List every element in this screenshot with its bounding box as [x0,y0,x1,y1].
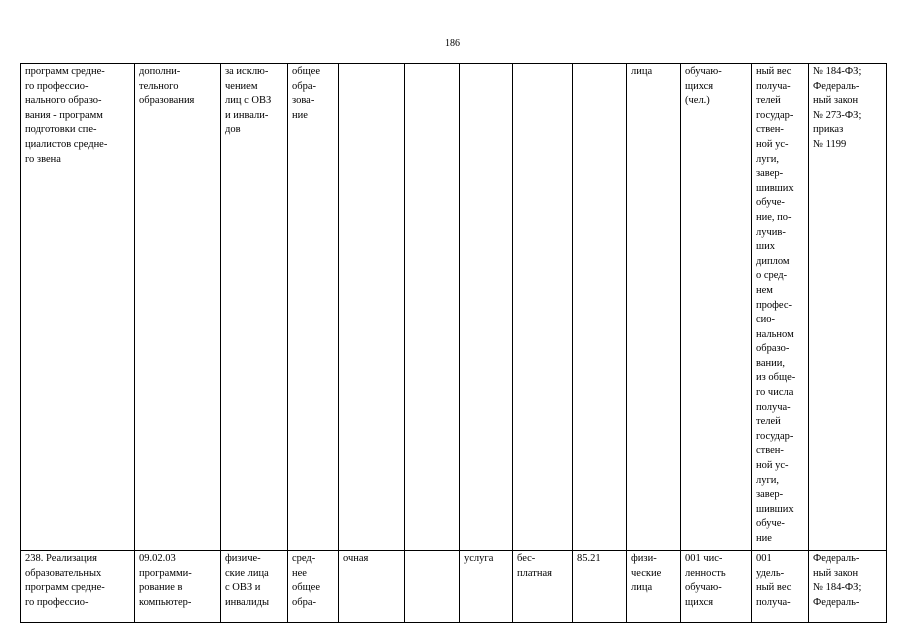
type-cell [460,64,513,551]
consumer-cell: лица [627,64,681,551]
education-level-cell: общее обра- зова- ние [288,64,339,551]
services-table [20,63,887,623]
recipient-category-cell: физиче- ские лица с ОВЗ и инвалиды [221,551,288,623]
recipient-category-cell: за исклю- чением лиц с ОВЗ и инвали- дов [221,64,288,551]
empty-cell [405,551,460,623]
type-cell: услуга [460,551,513,623]
table-row [21,64,887,551]
volume-indicator-cell: 001 чис- ленность обучаю- щихся [681,551,752,623]
legal-basis-cell: № 184-ФЗ; Федераль- ный закон № 273-ФЗ; приказ № 1199 [809,64,887,551]
empty-cell [405,64,460,551]
consumer-cell: физи- ческие лица [627,551,681,623]
payment-cell: бес- платная [513,551,573,623]
quality-indicator-cell: 001 удель- ный вес получа- [752,551,809,623]
program-cell: дополни- тельного образования [135,64,221,551]
volume-indicator-cell: обучаю- щихся (чел.) [681,64,752,551]
page-number: 186 [445,38,460,49]
payment-cell [513,64,573,551]
table-row [21,551,887,623]
okved-cell [573,64,627,551]
quality-indicator-cell: ный вес получа- телей государ- ствен- ной ус- луги, завер- шивших обуче- ние, по- лучив- ших диплом о сред- нем профес- сио- нальном образо- вании, из обще- го числа получа- телей государ- ствен- ной ус- луги, завер- шивших обуче- ние [752,64,809,551]
service-name-cell: программ средне- го профессио- нального образо- вания - программ подготовки спе- циалистов средне- го звена [21,64,135,551]
education-level-cell: сред- нее общее обра- [288,551,339,623]
okved-cell: 85.21 [573,551,627,623]
form-cell: очная [339,551,405,623]
form-cell [339,64,405,551]
legal-basis-cell: Федераль- ный закон № 184-ФЗ; Федераль- [809,551,887,623]
service-name-cell: 238. Реализация образовательных программ средне- го профессио- [21,551,135,623]
program-cell: 09.02.03 программи- рование в компьютер- [135,551,221,623]
